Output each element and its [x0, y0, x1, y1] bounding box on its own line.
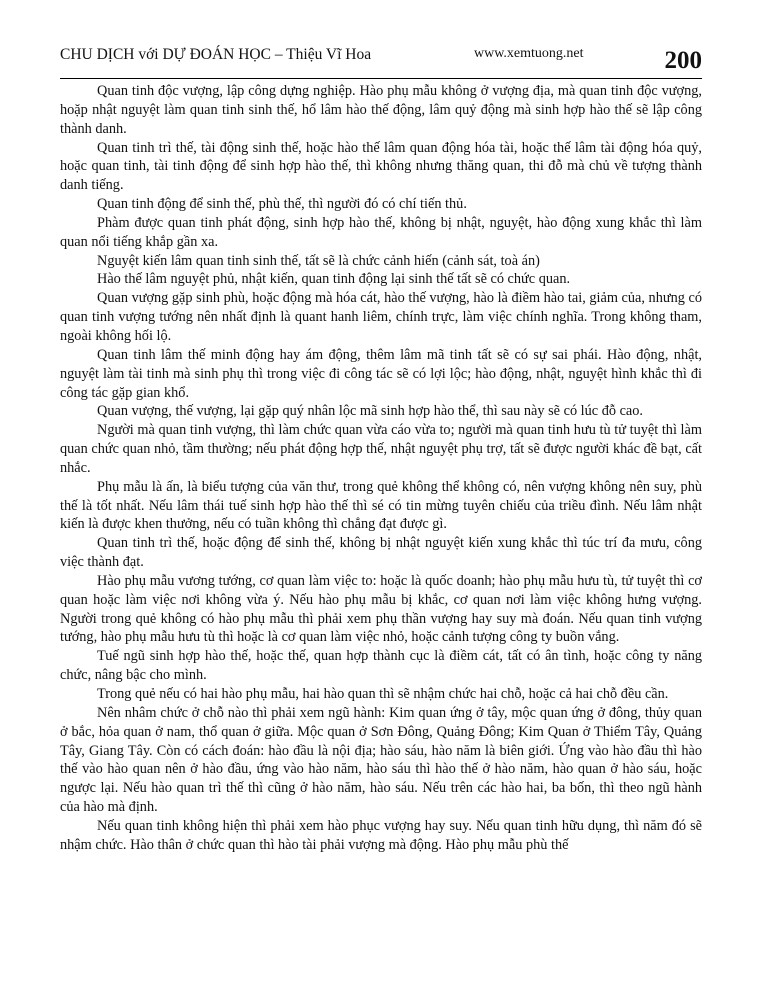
paragraph: Trong quẻ nếu có hai hào phụ mẫu, hai hào quan thì sẽ nhậm chức hai chỗ, hoặc cả hai chỗ đều cần. — [97, 686, 669, 702]
paragraph: Phụ mẫu là ấn, là biểu tượng của văn thư, trong quẻ không thể không có, nên vượng không nên suy, phù thế là tốt nhất. Nếu lâm thái tuế sinh hợp hào thế thì sé có tin mừng tuyên chiếu của triều đình. Nếu lâm nhật kiến là được khen thưởng, nếu có tuần không thì chẳng đạt được gì. — [60, 478, 702, 533]
paragraph: Hào thế lâm nguyệt phủ, nhật kiến, quan tinh động lại sinh thế tất sẽ có chức quan. — [97, 271, 571, 288]
paragraph: Quan tinh trì thế, tài động sinh thế, hoặc hào thế lâm quan động hóa tài, hoặc thế lâm tài động hóa quỷ, hoặc quan tinh, tài tinh động để sinh hợp hào thế, thì không nhưng thăng quan, thi đỗ mà chủ về tượng thành danh tiếng. — [60, 139, 702, 194]
paragraph: Hào phụ mẫu vương tướng, cơ quan làm việc to: hoặc là quốc doanh; hào phụ mẫu hưu tù, tử tuyệt thì cơ quan hoặc làm việc nơi không vừa ý. Nếu hào phụ mẫu bị khắc, cơ quan nơi làm việc không hưng vượng. Người trong quẻ không có hào phụ mẫu thì phải xem phụ thần vượng hay suy mà đoán. Nếu quan tinh vượng tướng, hào phụ mẫu hưu tù thì hoặc là cơ quan làm việc nhỏ, hoặc cảnh tượng công ty buồn vắng. — [60, 572, 702, 646]
paragraph: Nguyệt kiến lâm quan tinh sinh thế, tất sẽ là chức cảnh hiến (cảnh sát, toà án) — [97, 252, 540, 269]
paragraph: Quan vượng, thế vượng, lại gặp quý nhân lộc mã sinh hợp hào thể, thì sau này sẽ có lúc đỗ cao. — [97, 403, 643, 420]
paragraph: Quan tinh độc vượng, lập công dựng nghiệp. Hào phụ mẫu không ở vượng địa, mà quan tinh độc vượng, hoặp nhật nguyệt làm quan tinh sinh thế, hổ lâm hào thế động, lâm quỷ động mà sinh hợp hào thế sẽ lập công thành danh. — [60, 83, 702, 137]
paragraph: Quan tinh lâm thế minh động hay ám động, thêm lâm mã tinh tất sẽ có sự sai phái. Hào động, nhật, nguyệt làm tài tinh mà sinh phụ thì trong việc đi công tác sẽ có lợi lộc; hào động, nhật, nguyệt hình khắc thì đi công tác gặp gian khổ. — [60, 346, 702, 401]
paragraph: Phàm được quan tinh phát động, sinh hợp hào thế, không bị nhật, nguyệt, hào động xung khắc thì làm quan nổi tiếng khắp gần xa. — [60, 214, 702, 250]
paragraph: Nếu quan tinh không hiện thì phải xem hào phục vượng hay suy. Nếu quan tinh hữu dụng, thì năm đó sẽ nhậm chức. Hào thân ở chức quan thì hào tài phải vượng mà động. Hào phụ mẫu phù thế — [60, 817, 702, 853]
paragraph: Quan tinh động để sinh thế, phù thế, thì người đó có chí tiến thủ. — [97, 196, 467, 213]
website-link[interactable]: www.xemtuong.net — [474, 46, 584, 61]
paragraph: Tuế ngũ sinh hợp hào thế, hoặc thế, quan hợp thành cục là điềm cát, tất có ân tình, hoặc công ty năng chức, nâng bậc cho mình. — [60, 648, 702, 684]
paragraph: Quan tinh trì thế, hoặc động để sinh thế, không bị nhật nguyệt kiến xung khắc thì túc trí đa mưu, công việc thành đạt. — [60, 535, 702, 571]
body-text — [60, 82, 702, 855]
book-title: CHU DỊCH với DỰ ĐOÁN HỌC – Thiệu Vĩ Hoa — [60, 46, 372, 63]
paragraph: Quan vượng gặp sinh phù, hoặc động mà hóa cát, hào thế vượng, hào là điềm hào tai, giảm của, nhưng có quan tinh vượng tướng nên nhất định là quant hanh liêm, chính trực, làm việc chính nghĩa. Trong không tham, ngoài không hối lộ. — [60, 290, 702, 344]
page-number: 200 — [664, 47, 702, 74]
paragraph: Nên nhâm chức ở chỗ nào thì phải xem ngũ hành: Kim quan ứng ở tây, mộc quan ứng ở đông, thủy quan ở bắc, hỏa quan ở nam, thổ quan ở giữa. Mộc quan ở Sơn Đông, Quảng Đông; Kim Quan ở Thiểm Tây, Quảng Tây, Giang Tây. Còn có cách đoán: hào đầu là nội địa; hào sáu, hào năm là biên giới. Ứng vào hào đầu thì hào thế vào hào quan nên ở hào đầu, ứng vào hào năm, hào sáu thì hào thế ở hào năm, hào quan ở hào sáu, hoặc ngược lại. Nếu hào quan trì thế thì cũng ở hào năm, hào sáu. Nếu trên các hào hai, ba bốn, thì theo ngũ hành của hào mà định. — [60, 704, 702, 816]
page-header — [60, 44, 702, 79]
paragraph: Người mà quan tinh vượng, thì làm chức quan vừa cáo vừa to; người mà quan tinh hưu tù tử tuyệt thì làm quan chức quan nhỏ, tầm thường; nếu phát động hợp thế, nhật nguyệt phụ trợ, tất sẽ được người khác đề bạt, cất nhắc. — [60, 422, 702, 476]
